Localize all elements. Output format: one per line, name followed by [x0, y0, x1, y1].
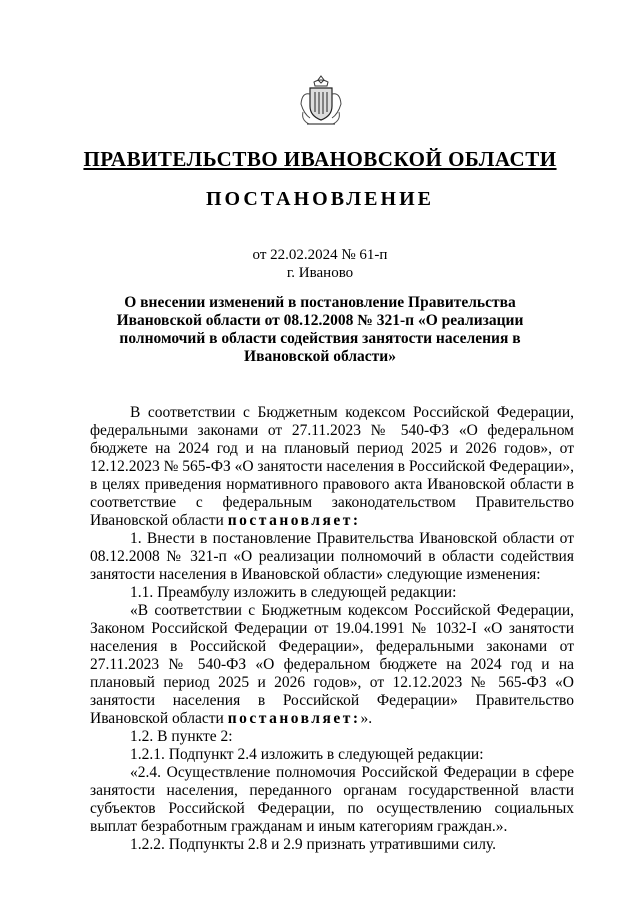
decree-word: постановляет:: [227, 710, 361, 727]
paragraph-text: В соответствии с Бюджетным кодексом Российской Федерации, федеральными законами от 27.11.2023 № 540-ФЗ «О федеральном бюджете на 2024 год и на плановый период 2025 и 2026 годов», от 12.12.2023 № 565-ФЗ «О занятости населения в Российской Федерации», в целях приведения нормативного правового акта Ивановской области в соответствие с федеральным законодательством Правительство Ивановской области: [90, 404, 574, 529]
decree-word: постановляет:: [227, 512, 361, 529]
paragraph-quote-2-4: «2.4. Осуществление полномочия Российской Федерации в сфере занятости населения, переданного органам государственной власти субъектов Российской Федерации, по осуществлению социальных выплат безработным гражданам и иным категориям граждан.».: [90, 764, 574, 835]
document-body: [90, 404, 574, 854]
paragraph-text: «В соответствии с Бюджетным кодексом Российской Федерации, Законом Российской Федерации от 19.04.1991 № 1032-I «О занятости населения в Российской Федерации», федеральными законами от 27.11.2023 № 540-ФЗ «О федеральном бюджете на 2024 год и на плановый период 2025 и 2026 годов», от 12.12.2023 № 565-ФЗ «О занятости населения в Российской Федерации» Правительство Ивановской области: [90, 602, 574, 727]
paragraph-item-1-1: 1.1. Преамбулу изложить в следующей редакции:: [130, 584, 457, 601]
document-type: ПОСТАНОВЛЕНИЕ: [206, 188, 434, 210]
date-number: от 22.02.2024 № 61-п: [252, 247, 388, 263]
document-subject: О внесении изменений в постановление Правительства Ивановской области от 08.12.2008 № 321-п «О реализации полномочий в области содействия занятости населения в Ивановской области»: [116, 294, 524, 365]
government-title: ПРАВИТЕЛЬСТВО ИВАНОВСКОЙ ОБЛАСТИ: [83, 147, 557, 171]
paragraph-quote-preamble: [90, 602, 574, 728]
paragraph-item-1: 1. Внести в постановление Правительства Ивановской области от 08.12.2008 № 321-п «О реализации полномочий в области содействия занятости населения в Ивановской области» следующие изменения:: [90, 530, 574, 583]
paragraph-item-1-2-2: 1.2.2. Подпункты 2.8 и 2.9 признать утратившими силу.: [130, 836, 497, 853]
paragraph-item-1-2: 1.2. В пункте 2:: [130, 728, 233, 745]
quote-close: ».: [360, 710, 373, 727]
coat-of-arms-icon: [297, 72, 345, 128]
city: г. Иваново: [286, 265, 354, 281]
paragraph-item-1-2-1: 1.2.1. Подпункт 2.4 изложить в следующей редакции:: [130, 746, 484, 763]
date-and-place: [0, 246, 640, 282]
paragraph-preamble: [90, 404, 574, 530]
